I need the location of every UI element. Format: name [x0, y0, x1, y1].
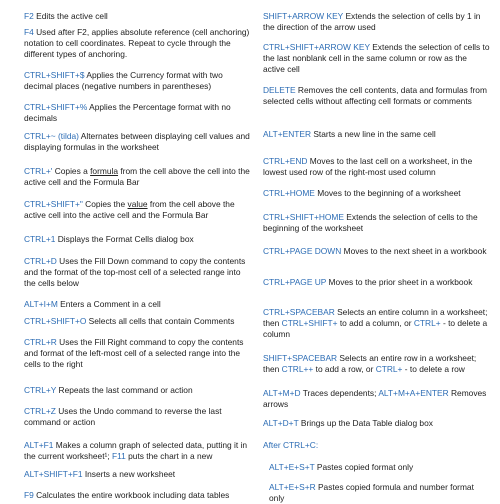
shortcut-entry — [24, 490, 250, 501]
shortcut-key: CTRL+SHIFT+HOME — [263, 212, 344, 222]
shortcut-key: CTRL+SHIFT+ — [281, 318, 338, 328]
shortcut-entry — [24, 256, 250, 289]
shortcut-description: Brings up the Data Table dialog box — [298, 418, 433, 428]
shortcut-description: Pastes copied format only — [314, 462, 414, 472]
shortcut-entry — [24, 469, 250, 480]
shortcut-key: CTRL+SHIFT+O — [24, 316, 87, 326]
emphasis-text: formula — [90, 166, 119, 176]
shortcut-description: to add a column, or — [337, 318, 414, 328]
shortcut-description: Starts a new line in the same cell — [311, 129, 436, 139]
shortcut-description: Moves to the next sheet in a workbook — [341, 246, 487, 256]
shortcut-entry — [263, 11, 491, 33]
shortcut-key: CTRL+R — [24, 337, 57, 347]
shortcut-description: Removes arrows — [263, 388, 487, 409]
shortcut-key: CTRL+D — [24, 256, 57, 266]
shortcut-description: Extends the selection of cells by 1 in the direction of the arrow used — [263, 11, 481, 32]
shortcut-key: CTRL+1 — [24, 234, 56, 244]
shortcut-description: Moves to the last cell on a worksheet, in the lowest used row of the right-most used column — [263, 156, 473, 177]
shortcut-key: CTRL+~ (tilda) — [24, 131, 79, 141]
shortcut-description: Pastes copied formula and number format only — [269, 482, 474, 503]
shortcut-description: - to delete a row — [402, 364, 465, 374]
shortcut-key: F11 — [111, 451, 126, 461]
shortcut-entry — [24, 102, 250, 124]
shortcut-description: Selects an entire row in a worksheet; then — [263, 353, 477, 374]
shortcut-description: Uses the Undo command to reverse the last command or action — [24, 406, 222, 427]
shortcut-description: Extends the selection of cells to the last nonblank cell in the same column or row as the active cell — [263, 42, 490, 74]
shortcut-entry — [24, 27, 250, 60]
shortcut-key: CTRL+ — [413, 318, 441, 328]
shortcut-key: ALT+M+A+ENTER — [378, 388, 449, 398]
shortcut-entry — [263, 246, 491, 257]
shortcut-description: Alternates between displaying cell values and displaying formulas in the worksheet — [24, 131, 250, 152]
shortcut-description: Moves to the prior sheet in a workbook — [326, 277, 473, 287]
shortcut-description: Selects all cells that contain Comments — [86, 316, 235, 326]
shortcut-entry — [24, 11, 250, 22]
shortcut-entry — [263, 482, 491, 504]
shortcut-key: DELETE — [263, 85, 296, 95]
shortcut-description: puts the chart in a new — [125, 451, 213, 461]
shortcut-key: CTRL+SHIFT+$ — [24, 70, 85, 80]
shortcut-description: Repeats the last command or action — [56, 385, 193, 395]
shortcut-description: Enters a Comment in a cell — [57, 299, 161, 309]
shortcut-key: ALT+ENTER — [263, 129, 312, 139]
shortcut-description: Edits the active cell — [33, 11, 108, 21]
shortcut-entry — [24, 385, 250, 396]
shortcut-entry — [263, 462, 491, 473]
shortcut-entry — [263, 42, 491, 75]
shortcut-key: ALT+E+S+R — [269, 482, 316, 492]
shortcut-key: CTRL+SPACEBAR — [263, 307, 335, 317]
shortcut-entry — [24, 199, 250, 221]
shortcut-description: Extends the selection of cells to the beginning of the worksheet — [263, 212, 478, 233]
shortcut-key: SHIFT+ARROW KEY — [263, 11, 344, 21]
shortcut-entry — [24, 131, 250, 153]
shortcut-key: CTRL+' — [24, 166, 53, 176]
shortcut-entry — [263, 129, 491, 140]
shortcut-description: Selects an entire column in a worksheet; then — [263, 307, 488, 328]
shortcut-entry — [263, 212, 491, 234]
shortcut-key: CTRL+Y — [24, 385, 57, 395]
shortcut-key: ALT+F1 — [24, 440, 54, 450]
shortcut-description: Copies the — [82, 199, 128, 209]
emphasis-text: value — [127, 199, 148, 209]
shortcut-entry — [24, 440, 250, 462]
shortcut-key: ALT+I+M — [24, 299, 58, 309]
shortcut-entry — [263, 353, 491, 375]
shortcut-key: F9 — [24, 490, 34, 500]
shortcut-description: Displays the Format Cells dialog box — [55, 234, 194, 244]
shortcut-description: Copies a — [52, 166, 91, 176]
shortcut-key: CTRL+SHIFT+" — [24, 199, 83, 209]
shortcut-entry — [263, 307, 491, 340]
shortcut-description: Traces dependents; — [300, 388, 379, 398]
shortcut-key: SHIFT+SPACEBAR — [263, 353, 338, 363]
shortcut-entry — [263, 156, 491, 178]
shortcut-entry — [24, 337, 250, 370]
shortcut-key: CTRL+SHIFT+% — [24, 102, 88, 112]
shortcut-description: Inserts a new worksheet — [82, 469, 176, 479]
shortcut-key: ALT+D+T — [263, 418, 299, 428]
shortcut-description: Uses the Fill Right command to copy the contents and format of the left-most cell of a selected range into the cells to the right — [24, 337, 244, 369]
shortcut-description: from the cell above the cell into the active cell and the Formula Bar — [24, 166, 250, 187]
shortcut-key: F4 — [24, 27, 34, 37]
shortcut-entry — [24, 166, 250, 188]
shortcut-key: F2 — [24, 11, 34, 21]
shortcut-description: Used after F2, applies absolute reference (cell anchoring) notation to cell coordinates. Repeat to cycle through the different types of anchoring. — [24, 27, 250, 59]
shortcut-key: CTRL+ — [375, 364, 403, 374]
shortcut-entry — [24, 406, 250, 428]
shortcut-description: Applies the Percentage format with no decimals — [24, 102, 231, 123]
shortcut-key: ALT+M+D — [263, 388, 301, 398]
shortcut-entry — [24, 316, 250, 327]
shortcut-description: Makes a column graph of selected data, putting it in the current worksheet¹; — [24, 440, 248, 461]
shortcut-key: CTRL+PAGE UP — [263, 277, 327, 287]
shortcut-description: to add a row, or — [313, 364, 376, 374]
shortcut-key: CTRL+PAGE DOWN — [263, 246, 342, 256]
shortcut-key: CTRL+HOME — [263, 188, 315, 198]
shortcut-description: from the cell above the active cell into the active cell and the Formula Bar — [24, 199, 235, 220]
shortcut-description: Removes the cell contents, data and formulas from selected cells without affecting cell formats or comments — [263, 85, 487, 106]
shortcut-entry — [24, 234, 250, 245]
shortcut-description: Applies the Currency format with two decimal places (negative numbers in parentheses) — [24, 70, 223, 91]
shortcut-key: CTRL+Z — [24, 406, 56, 416]
shortcut-key: After CTRL+C: — [263, 440, 319, 450]
shortcut-entry — [263, 440, 491, 451]
shortcut-key: CTRL+SHIFT+ARROW KEY — [263, 42, 370, 52]
shortcut-description: Uses the Fill Down command to copy the contents and the format of the top-most cell of a selected range into the cells below — [24, 256, 246, 288]
shortcut-entry — [263, 85, 491, 107]
shortcut-entry — [263, 188, 491, 199]
shortcut-entry — [24, 299, 250, 310]
shortcut-key: ALT+SHIFT+F1 — [24, 469, 83, 479]
shortcut-entry — [24, 70, 250, 92]
shortcut-key: ALT+E+S+T — [269, 462, 315, 472]
shortcut-description: Calculates the entire workbook including data tables — [33, 490, 230, 500]
shortcut-description: Moves to the beginning of a worksheet — [314, 188, 461, 198]
shortcut-key: CTRL++ — [281, 364, 314, 374]
shortcut-key: CTRL+END — [263, 156, 308, 166]
shortcut-description: - to delete a column — [263, 318, 488, 339]
shortcut-entry — [263, 277, 491, 288]
shortcut-entry — [263, 418, 491, 429]
shortcut-entry — [263, 388, 491, 410]
